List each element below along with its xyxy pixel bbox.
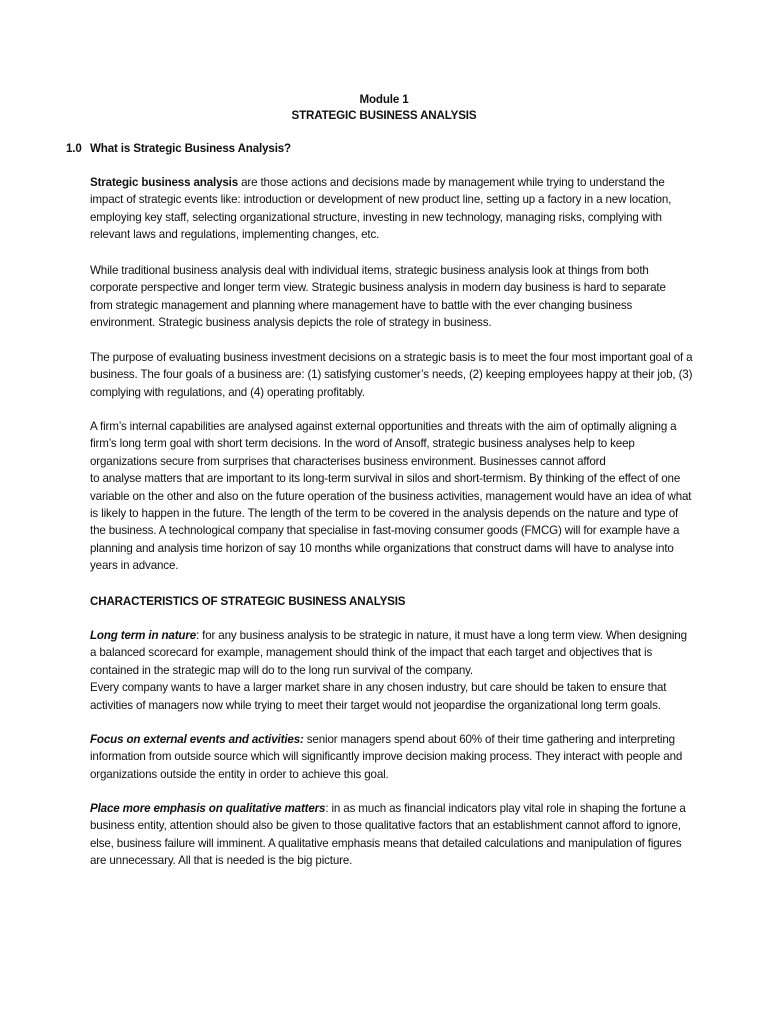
paragraph-text: are those actions and decisions made by management while trying to understand the [238, 176, 665, 189]
paragraph-line: contained in the strategic map will do to the long run survival of the company. [90, 663, 473, 677]
paragraph-line: business entity, attention should also be given to those qualitative factors that an establishment cannot afford to ignore, [90, 819, 681, 833]
paragraph-line: years in advance. [90, 559, 179, 573]
paragraph-line: The purpose of evaluating business investment decisions on a strategic basis is to meet the four most important goal of a [90, 351, 693, 364]
paragraph-line: else, business failure will imminent. A qualitative emphasis means that detailed calculations and manipulation of figures [90, 836, 682, 850]
paragraph-line: the business. A technological company that specialise in fast-moving consumer goods (FMCG) will for example have a [90, 524, 680, 538]
characteristic-external-focus [90, 731, 702, 783]
paragraph-line: planning and analysis time horizon of say 10 months while organizations that construct dams will have to analyse into [90, 541, 674, 555]
characteristic-long-term [90, 627, 702, 714]
paragraph-line: organizations outside the entity in order to achieve this goal. [90, 767, 389, 781]
paragraph-line [90, 174, 702, 191]
paragraph-line: environment. Strategic business analysis depicts the role of strategy in business. [90, 316, 492, 330]
paragraph-line: to analyse matters that are important to its long-term survival in silos and short-termism. By thinking of the effect of one [90, 472, 681, 486]
characteristic-term: Place more emphasis on qualitative matters [90, 802, 326, 815]
paragraph-text: senior managers spend about 60% of their time gathering and interpreting [303, 733, 675, 746]
paragraph-line: are unnecessary. All that is needed is the big picture. [90, 854, 353, 868]
module-label: Module 1 [359, 93, 409, 106]
characteristic-term: Focus on external events and activities: [90, 733, 304, 746]
module-title: STRATEGIC BUSINESS ANALYSIS [291, 109, 477, 122]
paragraph-line: is likely to happen in the future. The length of the term to be covered in the analysis depends on the nature and type of [90, 507, 679, 521]
paragraph-line: activities of managers now while trying to meet their target would not jeopardise the organizational long term goals. [90, 698, 661, 712]
section-title: What is Strategic Business Analysis? [90, 142, 291, 155]
characteristic-qualitative [90, 800, 702, 870]
paragraph-internal-capabilities [90, 418, 702, 575]
section-number: 1.0 [66, 142, 82, 155]
paragraph-traditional-analysis [90, 262, 702, 332]
paragraph-line: complying with regulations, and (4) operating profitably. [90, 385, 365, 399]
defined-term: Strategic business analysis [90, 176, 239, 189]
paragraph-text: : in as much as financial indicators play vital role in shaping the fortune a [325, 802, 686, 815]
paragraph-line: variable on the other and also on the future operation of the business activities, management would have an idea of what [90, 489, 692, 503]
paragraph-line: While traditional business analysis deal with individual items, strategic business analysis look at things from both [90, 264, 649, 277]
module-header [0, 92, 768, 124]
paragraph-line: employing key staff, selecting organizational structure, investing in new technology, managing risks, complying with [90, 210, 662, 224]
paragraph-line: Every company wants to have a larger market share in any chosen industry, but care should be taken to ensure that [90, 681, 667, 695]
paragraph-line: information from outside source which will significantly improve decision making process. They interact with people and [90, 750, 683, 764]
paragraph-definition [90, 174, 702, 244]
paragraph-line: A firm’s internal capabilities are analysed against external opportunities and threats with the aim of optimally aligning a [90, 420, 677, 433]
paragraph-line [90, 731, 702, 748]
characteristic-term: Long term in nature [90, 629, 197, 642]
paragraph-text: : for any business analysis to be strategic in nature, it must have a long term view. When designing [196, 629, 687, 642]
paragraph-purpose [90, 349, 702, 401]
paragraph-line: relevant laws and regulations, implementing changes, etc. [90, 228, 380, 242]
characteristics-heading: CHARACTERISTICS OF STRATEGIC BUSINESS ANALYSIS [90, 595, 406, 608]
paragraph-line: a balanced scorecard for example, management should think of the impact that each target and objectives that is [90, 646, 653, 660]
paragraph-line: impact of strategic events like: introduction or development of new product line, setting up a factory in a new location, [90, 193, 672, 207]
paragraph-line [90, 627, 702, 644]
paragraph-line: business. The four goals of a business are: (1) satisfying customer’s needs, (2) keeping employees happy at their job, (3) [90, 368, 693, 382]
section-heading [66, 140, 291, 157]
paragraph-line: organizations secure from surprises that characterises business environment. Businesses cannot afford [90, 454, 606, 468]
paragraph-line: firm’s long term goal with short term decisions. In the word of Ansoff, strategic business analyses help to keep [90, 437, 635, 451]
paragraph-line: corporate perspective and longer term view. Strategic business analysis in modern day business is hard to separate [90, 281, 666, 295]
paragraph-line: from strategic management and planning where management have to battle with the ever changing business [90, 298, 633, 312]
paragraph-line [90, 800, 702, 817]
